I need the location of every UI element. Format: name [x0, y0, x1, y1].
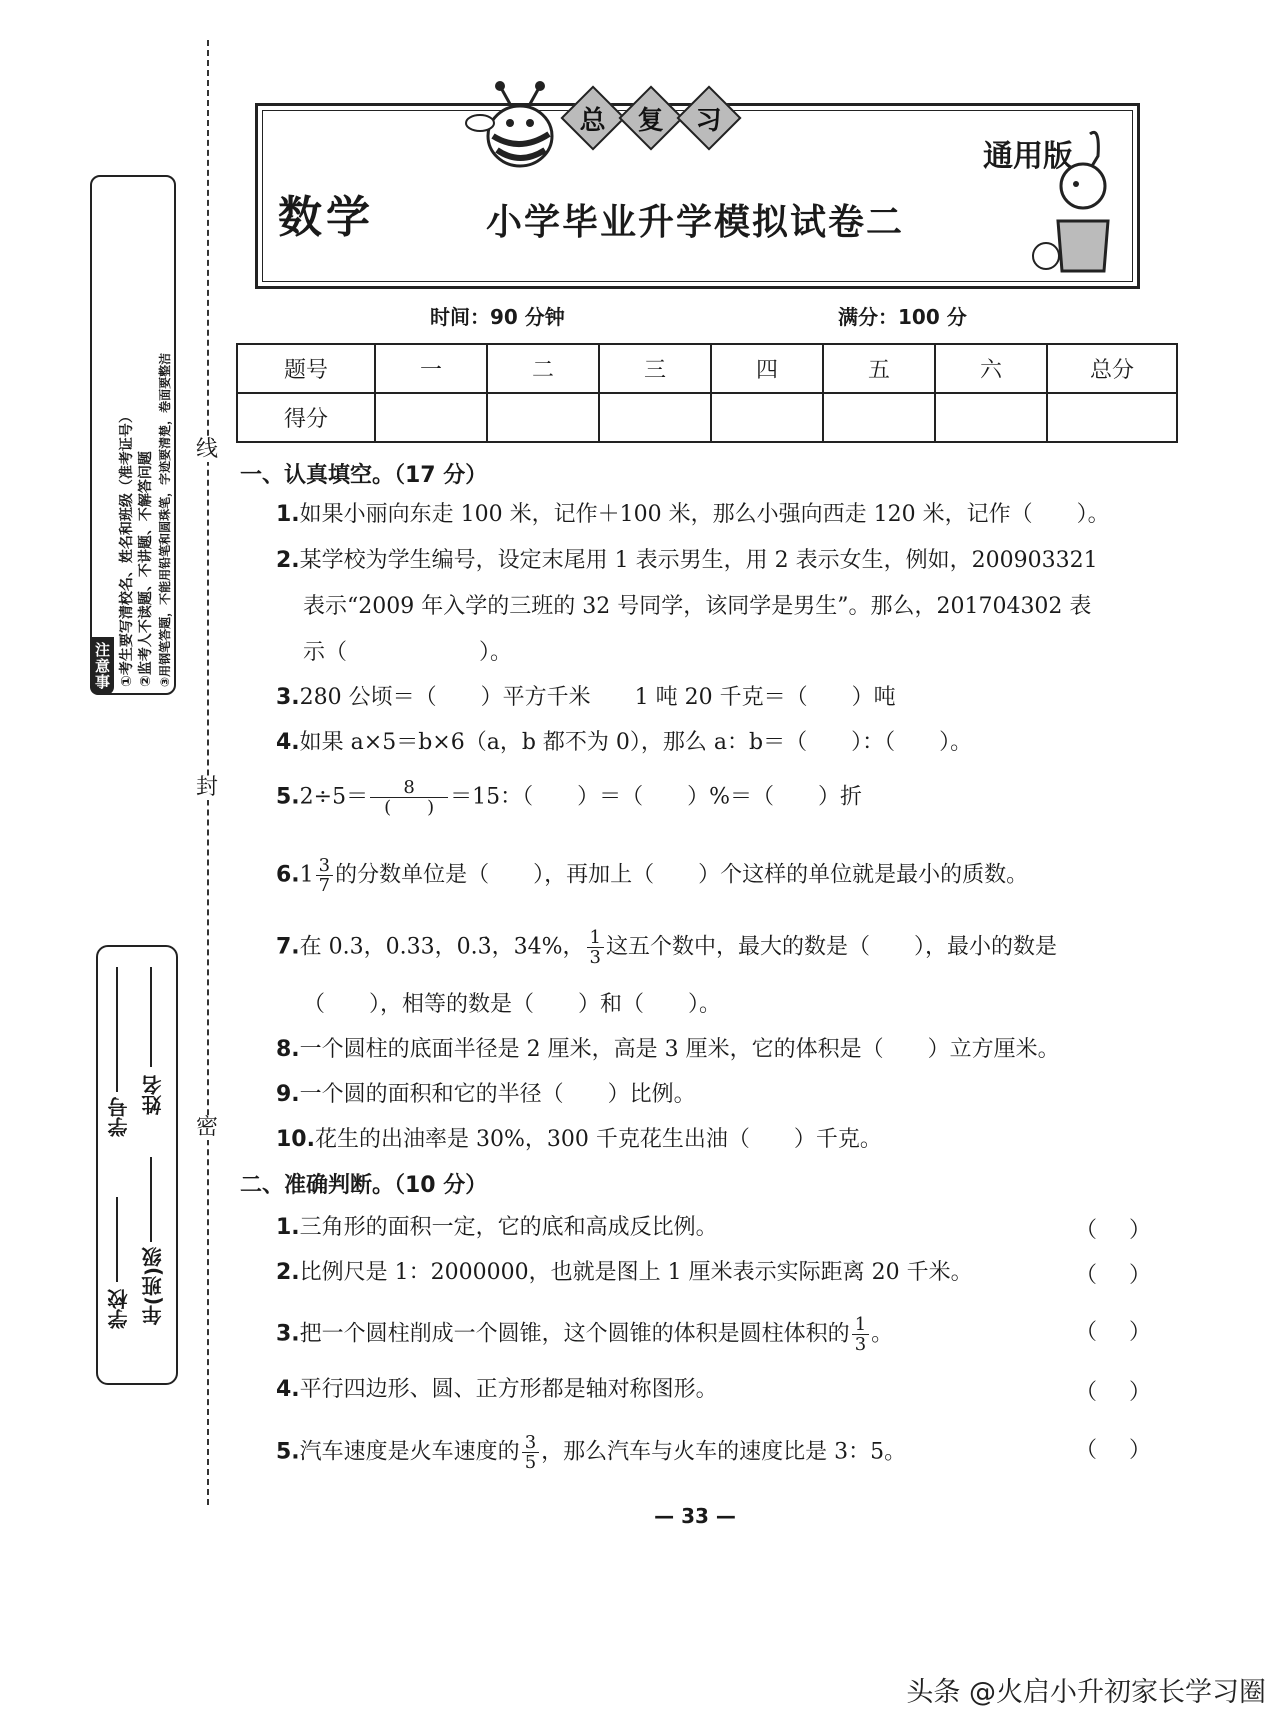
question-1-1: 1.如果小丽向东走 100 米，记作＋100 米，那么小强向西走 120 米，记作（ ）。 — [276, 502, 1110, 527]
answer-paren[interactable]: （） — [1075, 1380, 1184, 1405]
answer-paren[interactable]: （） — [1075, 1218, 1184, 1243]
watermark: 头条 @火启小升初家长学习圈 — [906, 1677, 1266, 1708]
score-table — [236, 343, 1178, 443]
table-row — [237, 393, 1177, 442]
cut-mark-secret: 密 — [196, 1115, 219, 1140]
question-1-5: 5.2÷5＝ $\frac{8}{( )}$ ＝15：（ ）＝（ ）%＝（ ）折 — [276, 777, 863, 818]
score-label-cell: 得分 — [237, 393, 375, 442]
notice-line-3: ③用钢笔答题，不能用铅笔和圆珠笔，字迹要清楚，卷面要整洁 — [158, 352, 172, 687]
score-cell[interactable] — [1047, 393, 1177, 442]
score-cell[interactable] — [935, 393, 1047, 442]
question-1-7: 7.在 0.3，0.33，0.3̇，34%， $\frac{1}{3}$ 这五个数中，最大的数是（ ），最小的数是 — [276, 927, 1057, 968]
question-2-5: 5.汽车速度是火车速度的 $\frac{3}{5}$ ，那么汽车与火车的速度比是 3：5。 — [276, 1432, 907, 1473]
score-cell[interactable] — [599, 393, 711, 442]
exam-time: 时间：90 分钟 — [430, 305, 565, 329]
school-blank — [116, 1197, 118, 1282]
fraction: $\frac{8}{( )}$ — [370, 778, 448, 817]
section-1-heading: 一、认真填空。（17 分） — [240, 463, 488, 488]
question-2-2: 2.比例尺是 1：2000000，也就是图上 1 厘米表示实际距离 20 千米。 — [276, 1260, 973, 1285]
fraction: $\frac{1}{3}$ — [587, 928, 604, 967]
score-cell[interactable] — [375, 393, 487, 442]
notice-line-2: ②监考人不读题、不讲题、不解答问题 — [138, 451, 154, 687]
score-cell[interactable] — [487, 393, 599, 442]
question-1-10: 10.花生的出油率是 30%，300 千克花生出油（ ）千克。 — [276, 1127, 882, 1152]
answer-paren[interactable]: （） — [1075, 1438, 1184, 1463]
table-row — [237, 344, 1177, 393]
fraction: $\frac{3}{5}$ — [522, 1433, 539, 1472]
review-badge-char: 总 — [560, 85, 625, 150]
fraction: $\frac{3}{7}$ — [316, 856, 333, 895]
review-badge-char: 复 — [618, 85, 683, 150]
subject-title: 数学 — [278, 192, 374, 243]
header-cell: 六 — [935, 344, 1047, 393]
question-1-6: 6.1 $\frac{3}{7}$ 的分数单位是（ ），再加上（ ）个这样的单位就是最小的质数。 — [276, 855, 1029, 896]
header-cell: 总分 — [1047, 344, 1177, 393]
header-cell: 五 — [823, 344, 935, 393]
name-blank — [150, 967, 152, 1067]
question-1-3: 3.280 公顷＝（ ）平方千米 1 吨 20 千克＝（ ）吨 — [276, 685, 896, 710]
student-number-label: 学号 — [107, 1097, 131, 1137]
bee-mascot-icon — [465, 78, 565, 173]
review-badge — [570, 95, 744, 141]
school-label: 学校 — [107, 1289, 131, 1329]
header-cell: 二 — [487, 344, 599, 393]
notice-tab: 注意事项 — [90, 637, 114, 695]
score-cell[interactable] — [823, 393, 935, 442]
exam-title: 小学毕业升学模拟试卷二 — [486, 202, 905, 243]
student-number-blank — [116, 967, 118, 1092]
question-1-8: 8.一个圆柱的底面半径是 2 厘米，高是 3 厘米，它的体积是（ ）立方厘米。 — [276, 1037, 1060, 1062]
review-badge-char: 习 — [676, 85, 741, 150]
fraction: $\frac{1}{3}$ — [852, 1315, 869, 1354]
exam-full-score: 满分：100 分 — [838, 305, 967, 329]
grade-class-label: 年(班)级 — [141, 1247, 165, 1326]
cut-mark-seal: 封 — [196, 775, 219, 800]
edition-label: 通用版 — [983, 139, 1073, 174]
header-cell: 三 — [599, 344, 711, 393]
name-label: 姓名 — [141, 1075, 165, 1115]
notice-box — [69, 175, 176, 695]
student-info-box — [96, 945, 178, 1385]
question-2-4: 4.平行四边形、圆、正方形都是轴对称图形。 — [276, 1377, 718, 1402]
grade-class-blank — [150, 1157, 152, 1242]
question-2-1: 1.三角形的面积一定，它的底和高成反比例。 — [276, 1215, 718, 1240]
section-2-heading: 二、准确判断。（10 分） — [240, 1173, 488, 1198]
header-cell: 四 — [711, 344, 823, 393]
question-1-2: 2.某学校为学生编号，设定末尾用 1 表示男生，用 2 表示女生，例如，200903321 — [276, 548, 1098, 573]
cut-mark-line: 线 — [196, 437, 219, 462]
answer-paren[interactable]: （） — [1075, 1320, 1184, 1345]
score-cell[interactable] — [711, 393, 823, 442]
page-number: — 33 — — [654, 1504, 736, 1528]
notice-line-1: ①考生要写清校名、姓名和班级（准考证号） — [119, 409, 135, 687]
question-2-3: 3.把一个圆柱削成一个圆锥，这个圆锥的体积是圆柱体积的 $\frac{1}{3}$ 。 — [276, 1314, 894, 1355]
header-cell: 一 — [375, 344, 487, 393]
question-1-2-line2: 表示“2009 年入学的三班的 32 号同学，该同学是男生”。那么，201704302 表 — [303, 594, 1092, 619]
question-1-9: 9.一个圆的面积和它的半径（ ）比例。 — [276, 1082, 696, 1107]
question-1-2-line3: 示（ ）。 — [303, 640, 513, 665]
question-1-7-line2: （ ），相等的数是（ ）和（ ）。 — [303, 992, 722, 1017]
rabbit-mascot-icon — [1028, 126, 1128, 276]
question-1-4: 4.如果 a×5＝b×6（a，b 都不为 0），那么 a：b＝（ ）：（ ）。 — [276, 730, 973, 755]
answer-paren[interactable]: （） — [1075, 1263, 1184, 1288]
header-cell: 题号 — [237, 344, 375, 393]
